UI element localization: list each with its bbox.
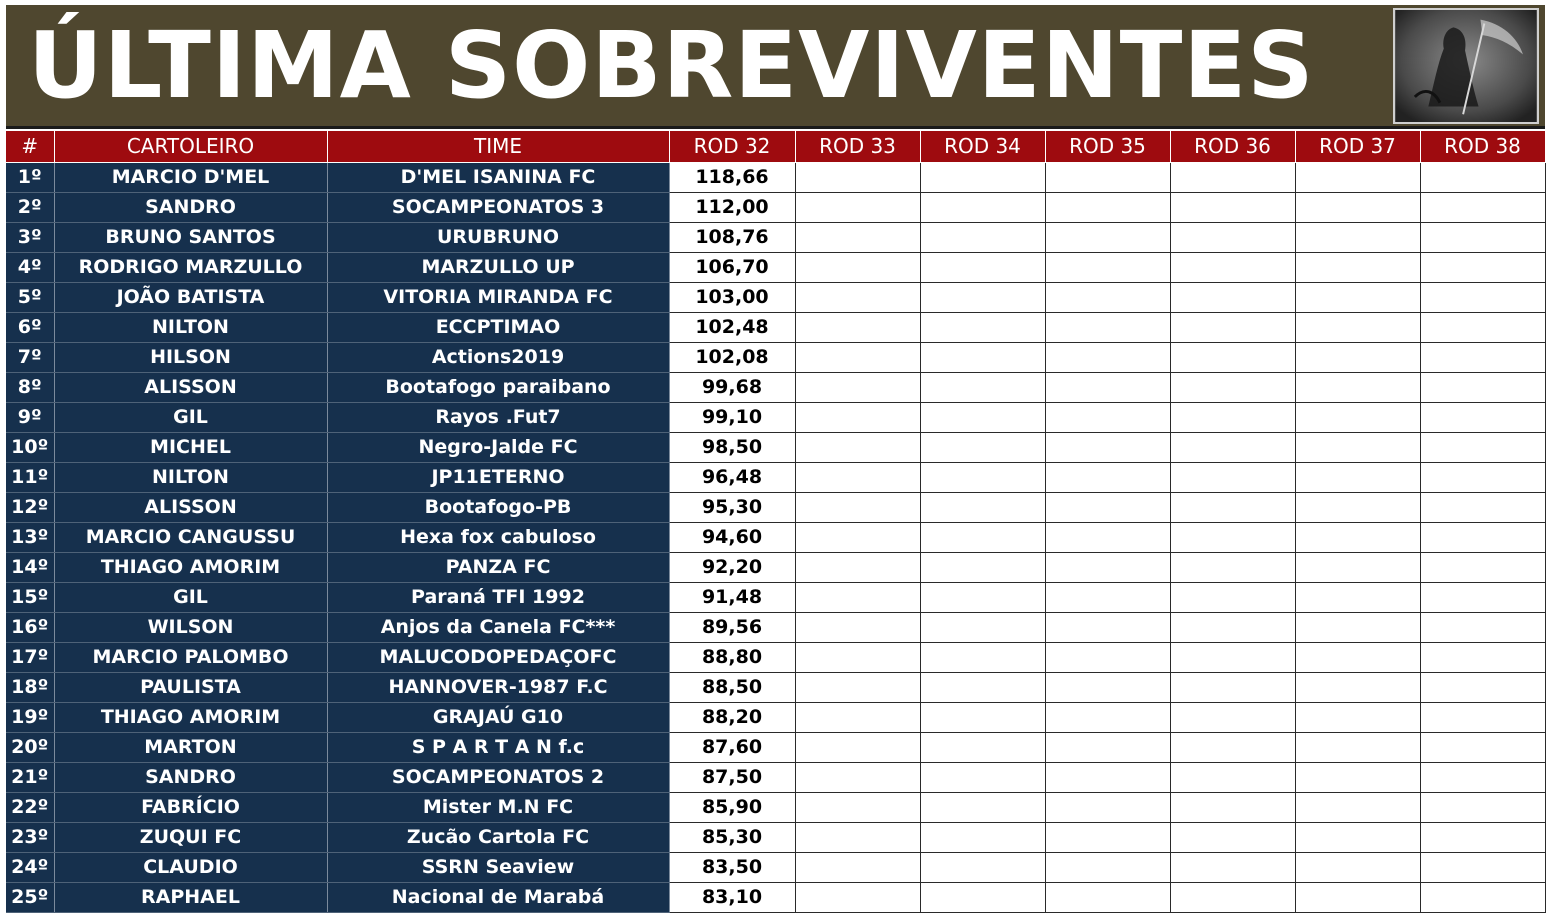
rod-33-score-cell[interactable]: [795, 222, 920, 252]
cartoleiro-cell[interactable]: CLAUDIO: [54, 852, 327, 882]
table-row: [6, 222, 1545, 252]
rod-32-score-cell[interactable]: 99,10: [669, 402, 795, 432]
position-cell[interactable]: 1º: [6, 162, 54, 192]
position-cell[interactable]: 8º: [6, 372, 54, 402]
rod-35-score-cell[interactable]: [1045, 282, 1170, 312]
table-row: [6, 852, 1545, 882]
rod-38-score-cell[interactable]: [1420, 222, 1545, 252]
cartoleiro-cell[interactable]: MICHEL: [54, 432, 327, 462]
cartoleiro-cell[interactable]: GIL: [54, 402, 327, 432]
rod-36-score-cell[interactable]: [1170, 372, 1295, 402]
position-cell[interactable]: 7º: [6, 342, 54, 372]
header-rod-33[interactable]: ROD 33: [795, 131, 920, 162]
table-row: [6, 732, 1545, 762]
rod-32-score-cell[interactable]: 99,68: [669, 372, 795, 402]
table-row: [6, 522, 1545, 552]
rod-35-score-cell[interactable]: [1045, 522, 1170, 552]
rod-36-score-cell[interactable]: [1170, 612, 1295, 642]
rod-35-score-cell[interactable]: [1045, 192, 1170, 222]
rod-36-score-cell[interactable]: [1170, 582, 1295, 612]
rod-38-score-cell[interactable]: [1420, 492, 1545, 522]
header-row: [6, 131, 1545, 162]
rod-34-score-cell[interactable]: [920, 462, 1045, 492]
cartoleiro-cell[interactable]: MARTON: [54, 732, 327, 762]
position-cell[interactable]: 17º: [6, 642, 54, 672]
rod-36-score-cell[interactable]: [1170, 702, 1295, 732]
rod-34-score-cell[interactable]: [920, 492, 1045, 522]
time-cell[interactable]: D'MEL ISANINA FC: [327, 162, 669, 192]
rod-38-score-cell[interactable]: [1420, 552, 1545, 582]
rod-37-score-cell[interactable]: [1295, 732, 1420, 762]
table-row: [6, 882, 1545, 912]
rod-32-score-cell[interactable]: 88,50: [669, 672, 795, 702]
header-rod-35[interactable]: ROD 35: [1045, 131, 1170, 162]
cartoleiro-cell[interactable]: NILTON: [54, 462, 327, 492]
rod-36-score-cell[interactable]: [1170, 162, 1295, 192]
rod-34-score-cell[interactable]: [920, 732, 1045, 762]
time-cell[interactable]: SOCAMPEONATOS 3: [327, 192, 669, 222]
rod-36-score-cell[interactable]: [1170, 822, 1295, 852]
position-cell[interactable]: 18º: [6, 672, 54, 702]
rod-34-score-cell[interactable]: [920, 702, 1045, 732]
table-row: [6, 492, 1545, 522]
rod-35-score-cell[interactable]: [1045, 822, 1170, 852]
rod-32-score-cell[interactable]: 94,60: [669, 522, 795, 552]
rod-34-score-cell[interactable]: [920, 312, 1045, 342]
rod-38-score-cell[interactable]: [1420, 762, 1545, 792]
table-row: [6, 762, 1545, 792]
rod-34-score-cell[interactable]: [920, 612, 1045, 642]
rod-36-score-cell[interactable]: [1170, 672, 1295, 702]
rod-37-score-cell[interactable]: [1295, 342, 1420, 372]
cartoleiro-cell[interactable]: RODRIGO MARZULLO: [54, 252, 327, 282]
time-cell[interactable]: Rayos .Fut7: [327, 402, 669, 432]
position-cell[interactable]: 16º: [6, 612, 54, 642]
rod-33-score-cell[interactable]: [795, 792, 920, 822]
rod-35-score-cell[interactable]: [1045, 492, 1170, 522]
table-row: [6, 252, 1545, 282]
cartoleiro-cell[interactable]: HILSON: [54, 342, 327, 372]
position-cell[interactable]: 24º: [6, 852, 54, 882]
position-cell[interactable]: 4º: [6, 252, 54, 282]
rod-32-score-cell[interactable]: 103,00: [669, 282, 795, 312]
header-cartoleiro[interactable]: CARTOLEIRO: [54, 131, 327, 162]
position-cell[interactable]: 20º: [6, 732, 54, 762]
rod-34-score-cell[interactable]: [920, 852, 1045, 882]
rod-35-score-cell[interactable]: [1045, 672, 1170, 702]
cartoleiro-cell[interactable]: GIL: [54, 582, 327, 612]
rod-35-score-cell[interactable]: [1045, 732, 1170, 762]
rod-38-score-cell[interactable]: [1420, 672, 1545, 702]
rod-37-score-cell[interactable]: [1295, 492, 1420, 522]
rod-35-score-cell[interactable]: [1045, 432, 1170, 462]
rod-33-score-cell[interactable]: [795, 372, 920, 402]
rod-36-score-cell[interactable]: [1170, 312, 1295, 342]
rod-36-score-cell[interactable]: [1170, 852, 1295, 882]
rod-37-score-cell[interactable]: [1295, 702, 1420, 732]
position-cell[interactable]: 12º: [6, 492, 54, 522]
time-cell[interactable]: Actions2019: [327, 342, 669, 372]
time-cell[interactable]: PANZA FC: [327, 552, 669, 582]
rod-35-score-cell[interactable]: [1045, 312, 1170, 342]
cartoleiro-cell[interactable]: MARCIO D'MEL: [54, 162, 327, 192]
rod-38-score-cell[interactable]: [1420, 462, 1545, 492]
rod-32-score-cell[interactable]: 87,50: [669, 762, 795, 792]
rod-33-score-cell[interactable]: [795, 252, 920, 282]
rod-38-score-cell[interactable]: [1420, 522, 1545, 552]
time-cell[interactable]: Bootafogo paraibano: [327, 372, 669, 402]
rod-37-score-cell[interactable]: [1295, 222, 1420, 252]
rod-32-score-cell[interactable]: 98,50: [669, 432, 795, 462]
rod-38-score-cell[interactable]: [1420, 702, 1545, 732]
rod-34-score-cell[interactable]: [920, 402, 1045, 432]
header-rod-38[interactable]: ROD 38: [1420, 131, 1545, 162]
cartoleiro-cell[interactable]: ALISSON: [54, 372, 327, 402]
rod-33-score-cell[interactable]: [795, 522, 920, 552]
rod-36-score-cell[interactable]: [1170, 732, 1295, 762]
rod-38-score-cell[interactable]: [1420, 402, 1545, 432]
table-row: [6, 312, 1545, 342]
time-cell[interactable]: ECCPTIMAO: [327, 312, 669, 342]
rod-38-score-cell[interactable]: [1420, 882, 1545, 912]
rod-34-score-cell[interactable]: [920, 222, 1045, 252]
rod-33-score-cell[interactable]: [795, 492, 920, 522]
rod-35-score-cell[interactable]: [1045, 222, 1170, 252]
rod-33-score-cell[interactable]: [795, 582, 920, 612]
position-cell[interactable]: 6º: [6, 312, 54, 342]
time-cell[interactable]: GRAJAÚ G10: [327, 702, 669, 732]
rod-32-score-cell[interactable]: 95,30: [669, 492, 795, 522]
rod-33-score-cell[interactable]: [795, 612, 920, 642]
cartoleiro-cell[interactable]: SANDRO: [54, 762, 327, 792]
cartoleiro-cell[interactable]: JOÃO BATISTA: [54, 282, 327, 312]
rod-34-score-cell[interactable]: [920, 582, 1045, 612]
rod-33-score-cell[interactable]: [795, 642, 920, 672]
rod-33-score-cell[interactable]: [795, 552, 920, 582]
rod-37-score-cell[interactable]: [1295, 462, 1420, 492]
rod-35-score-cell[interactable]: [1045, 792, 1170, 822]
position-cell[interactable]: 5º: [6, 282, 54, 312]
grim-reaper-image: [1393, 8, 1539, 124]
cartoleiro-cell[interactable]: PAULISTA: [54, 672, 327, 702]
rod-37-score-cell[interactable]: [1295, 762, 1420, 792]
rod-35-score-cell[interactable]: [1045, 342, 1170, 372]
rod-32-score-cell[interactable]: 108,76: [669, 222, 795, 252]
rod-34-score-cell[interactable]: [920, 672, 1045, 702]
rod-38-score-cell[interactable]: [1420, 312, 1545, 342]
rod-38-score-cell[interactable]: [1420, 852, 1545, 882]
header-time[interactable]: TIME: [327, 131, 669, 162]
rod-36-score-cell[interactable]: [1170, 552, 1295, 582]
rod-33-score-cell[interactable]: [795, 402, 920, 432]
rod-38-score-cell[interactable]: [1420, 732, 1545, 762]
rod-37-score-cell[interactable]: [1295, 282, 1420, 312]
rod-37-score-cell[interactable]: [1295, 642, 1420, 672]
rod-33-score-cell[interactable]: [795, 732, 920, 762]
rod-37-score-cell[interactable]: [1295, 372, 1420, 402]
position-cell[interactable]: 23º: [6, 822, 54, 852]
rod-34-score-cell[interactable]: [920, 522, 1045, 552]
rod-33-score-cell[interactable]: [795, 342, 920, 372]
rod-32-score-cell[interactable]: 112,00: [669, 192, 795, 222]
rod-38-score-cell[interactable]: [1420, 162, 1545, 192]
rod-36-score-cell[interactable]: [1170, 462, 1295, 492]
rod-32-score-cell[interactable]: 102,48: [669, 312, 795, 342]
rod-33-score-cell[interactable]: [795, 882, 920, 912]
time-cell[interactable]: S P A R T A N f.c: [327, 732, 669, 762]
rod-35-score-cell[interactable]: [1045, 462, 1170, 492]
cartoleiro-cell[interactable]: SANDRO: [54, 192, 327, 222]
position-cell[interactable]: 13º: [6, 522, 54, 552]
position-cell[interactable]: 14º: [6, 552, 54, 582]
rod-32-score-cell[interactable]: 83,50: [669, 852, 795, 882]
table-row: [6, 342, 1545, 372]
table-row: [6, 672, 1545, 702]
cartoleiro-cell[interactable]: ZUQUI FC: [54, 822, 327, 852]
rod-33-score-cell[interactable]: [795, 702, 920, 732]
rod-33-score-cell[interactable]: [795, 672, 920, 702]
position-cell[interactable]: 10º: [6, 432, 54, 462]
rod-32-score-cell[interactable]: 87,60: [669, 732, 795, 762]
table-row: [6, 822, 1545, 852]
rod-36-score-cell[interactable]: [1170, 282, 1295, 312]
rod-32-score-cell[interactable]: 85,90: [669, 792, 795, 822]
rod-37-score-cell[interactable]: [1295, 192, 1420, 222]
rod-35-score-cell[interactable]: [1045, 762, 1170, 792]
rod-35-score-cell[interactable]: [1045, 642, 1170, 672]
cartoleiro-cell[interactable]: FABRÍCIO: [54, 792, 327, 822]
rod-34-score-cell[interactable]: [920, 642, 1045, 672]
rod-37-score-cell[interactable]: [1295, 852, 1420, 882]
rod-37-score-cell[interactable]: [1295, 882, 1420, 912]
rod-32-score-cell[interactable]: 83,10: [669, 882, 795, 912]
rod-36-score-cell[interactable]: [1170, 522, 1295, 552]
rod-33-score-cell[interactable]: [795, 312, 920, 342]
cartoleiro-cell[interactable]: BRUNO SANTOS: [54, 222, 327, 252]
time-cell[interactable]: SOCAMPEONATOS 2: [327, 762, 669, 792]
rod-34-score-cell[interactable]: [920, 822, 1045, 852]
header-rod-34[interactable]: ROD 34: [920, 131, 1045, 162]
table-row: [6, 192, 1545, 222]
time-cell[interactable]: SSRN Seaview: [327, 852, 669, 882]
rod-35-score-cell[interactable]: [1045, 252, 1170, 282]
rod-34-score-cell[interactable]: [920, 882, 1045, 912]
cartoleiro-cell[interactable]: MARCIO CANGUSSU: [54, 522, 327, 552]
rod-36-score-cell[interactable]: [1170, 192, 1295, 222]
cartoleiro-cell[interactable]: ALISSON: [54, 492, 327, 522]
rod-34-score-cell[interactable]: [920, 162, 1045, 192]
rod-33-score-cell[interactable]: [795, 282, 920, 312]
table-row: [6, 702, 1545, 732]
table-row: [6, 642, 1545, 672]
page-title: ÚLTIMA SOBREVIVENTES: [28, 12, 1315, 119]
position-cell[interactable]: 25º: [6, 882, 54, 912]
rod-33-score-cell[interactable]: [795, 192, 920, 222]
table-row: [6, 552, 1545, 582]
cartoleiro-cell[interactable]: THIAGO AMORIM: [54, 702, 327, 732]
rod-38-score-cell[interactable]: [1420, 792, 1545, 822]
table-row: [6, 282, 1545, 312]
rod-33-score-cell[interactable]: [795, 852, 920, 882]
position-cell[interactable]: 11º: [6, 462, 54, 492]
rod-34-score-cell[interactable]: [920, 282, 1045, 312]
rod-32-score-cell[interactable]: 106,70: [669, 252, 795, 282]
rod-34-score-cell[interactable]: [920, 342, 1045, 372]
position-cell[interactable]: 3º: [6, 222, 54, 252]
rod-33-score-cell[interactable]: [795, 162, 920, 192]
rod-32-score-cell[interactable]: 88,20: [669, 702, 795, 732]
rod-38-score-cell[interactable]: [1420, 342, 1545, 372]
time-cell[interactable]: JP11ETERNO: [327, 462, 669, 492]
position-cell[interactable]: 19º: [6, 702, 54, 732]
time-cell[interactable]: Mister M.N FC: [327, 792, 669, 822]
rod-35-score-cell[interactable]: [1045, 852, 1170, 882]
table-row: [6, 612, 1545, 642]
header-position[interactable]: #: [6, 131, 54, 162]
standings-table: [6, 131, 1546, 913]
rod-37-score-cell[interactable]: [1295, 162, 1420, 192]
rod-36-score-cell[interactable]: [1170, 762, 1295, 792]
time-cell[interactable]: VITORIA MIRANDA FC: [327, 282, 669, 312]
rod-37-score-cell[interactable]: [1295, 792, 1420, 822]
rod-34-score-cell[interactable]: [920, 432, 1045, 462]
rod-32-score-cell[interactable]: 102,08: [669, 342, 795, 372]
rod-36-score-cell[interactable]: [1170, 222, 1295, 252]
rod-38-score-cell[interactable]: [1420, 432, 1545, 462]
rod-37-score-cell[interactable]: [1295, 522, 1420, 552]
rod-37-score-cell[interactable]: [1295, 312, 1420, 342]
header-rod-32[interactable]: ROD 32: [669, 131, 795, 162]
rod-33-score-cell[interactable]: [795, 762, 920, 792]
rod-34-score-cell[interactable]: [920, 762, 1045, 792]
position-cell[interactable]: 9º: [6, 402, 54, 432]
rod-33-score-cell[interactable]: [795, 432, 920, 462]
rod-37-score-cell[interactable]: [1295, 672, 1420, 702]
title-banner: [6, 5, 1545, 129]
rod-38-score-cell[interactable]: [1420, 372, 1545, 402]
rod-38-score-cell[interactable]: [1420, 612, 1545, 642]
rod-37-score-cell[interactable]: [1295, 552, 1420, 582]
rod-32-score-cell[interactable]: 89,56: [669, 612, 795, 642]
rod-32-score-cell[interactable]: 96,48: [669, 462, 795, 492]
header-rod-36[interactable]: ROD 36: [1170, 131, 1295, 162]
time-cell[interactable]: Bootafogo-PB: [327, 492, 669, 522]
rod-38-score-cell[interactable]: [1420, 642, 1545, 672]
rod-35-score-cell[interactable]: [1045, 702, 1170, 732]
rod-36-score-cell[interactable]: [1170, 882, 1295, 912]
rod-35-score-cell[interactable]: [1045, 582, 1170, 612]
rod-38-score-cell[interactable]: [1420, 252, 1545, 282]
rod-32-score-cell[interactable]: 91,48: [669, 582, 795, 612]
time-cell[interactable]: MARZULLO UP: [327, 252, 669, 282]
time-cell[interactable]: Paraná TFI 1992: [327, 582, 669, 612]
rod-35-score-cell[interactable]: [1045, 882, 1170, 912]
rod-35-score-cell[interactable]: [1045, 552, 1170, 582]
rod-38-score-cell[interactable]: [1420, 582, 1545, 612]
position-cell[interactable]: 21º: [6, 762, 54, 792]
rod-36-score-cell[interactable]: [1170, 342, 1295, 372]
position-cell[interactable]: 22º: [6, 792, 54, 822]
rod-37-score-cell[interactable]: [1295, 612, 1420, 642]
time-cell[interactable]: Negro-Jalde FC: [327, 432, 669, 462]
rod-36-score-cell[interactable]: [1170, 792, 1295, 822]
rod-37-score-cell[interactable]: [1295, 432, 1420, 462]
time-cell[interactable]: Nacional de Marabá: [327, 882, 669, 912]
rod-37-score-cell[interactable]: [1295, 402, 1420, 432]
rod-32-score-cell[interactable]: 92,20: [669, 552, 795, 582]
rod-36-score-cell[interactable]: [1170, 252, 1295, 282]
table-row: [6, 402, 1545, 432]
rod-36-score-cell[interactable]: [1170, 432, 1295, 462]
table-row: [6, 792, 1545, 822]
table-body: [6, 162, 1545, 912]
table-row: [6, 432, 1545, 462]
rod-38-score-cell[interactable]: [1420, 192, 1545, 222]
time-cell[interactable]: Anjos da Canela FC***: [327, 612, 669, 642]
rod-35-score-cell[interactable]: [1045, 402, 1170, 432]
time-cell[interactable]: Hexa fox cabuloso: [327, 522, 669, 552]
position-cell[interactable]: 2º: [6, 192, 54, 222]
rod-36-score-cell[interactable]: [1170, 492, 1295, 522]
rod-34-score-cell[interactable]: [920, 192, 1045, 222]
table-row: [6, 162, 1545, 192]
rod-36-score-cell[interactable]: [1170, 642, 1295, 672]
table-row: [6, 582, 1545, 612]
cartoleiro-cell[interactable]: NILTON: [54, 312, 327, 342]
cartoleiro-cell[interactable]: THIAGO AMORIM: [54, 552, 327, 582]
rod-37-score-cell[interactable]: [1295, 582, 1420, 612]
rod-38-score-cell[interactable]: [1420, 822, 1545, 852]
table-row: [6, 462, 1545, 492]
rod-33-score-cell[interactable]: [795, 462, 920, 492]
table-row: [6, 372, 1545, 402]
rod-37-score-cell[interactable]: [1295, 252, 1420, 282]
time-cell[interactable]: URUBRUNO: [327, 222, 669, 252]
cartoleiro-cell[interactable]: WILSON: [54, 612, 327, 642]
rod-38-score-cell[interactable]: [1420, 282, 1545, 312]
rod-35-score-cell[interactable]: [1045, 372, 1170, 402]
time-cell[interactable]: Zucão Cartola FC: [327, 822, 669, 852]
rod-35-score-cell[interactable]: [1045, 162, 1170, 192]
rod-37-score-cell[interactable]: [1295, 822, 1420, 852]
rod-34-score-cell[interactable]: [920, 372, 1045, 402]
rod-32-score-cell[interactable]: 118,66: [669, 162, 795, 192]
rod-32-score-cell[interactable]: 88,80: [669, 642, 795, 672]
rod-34-score-cell[interactable]: [920, 792, 1045, 822]
rod-32-score-cell[interactable]: 85,30: [669, 822, 795, 852]
cartoleiro-cell[interactable]: MARCIO PALOMBO: [54, 642, 327, 672]
header-rod-37[interactable]: ROD 37: [1295, 131, 1420, 162]
rod-34-score-cell[interactable]: [920, 552, 1045, 582]
time-cell[interactable]: MALUCODOPEDAÇOFC: [327, 642, 669, 672]
position-cell[interactable]: 15º: [6, 582, 54, 612]
rod-33-score-cell[interactable]: [795, 822, 920, 852]
cartoleiro-cell[interactable]: RAPHAEL: [54, 882, 327, 912]
rod-36-score-cell[interactable]: [1170, 402, 1295, 432]
rod-35-score-cell[interactable]: [1045, 612, 1170, 642]
time-cell[interactable]: HANNOVER-1987 F.C: [327, 672, 669, 702]
rod-34-score-cell[interactable]: [920, 252, 1045, 282]
